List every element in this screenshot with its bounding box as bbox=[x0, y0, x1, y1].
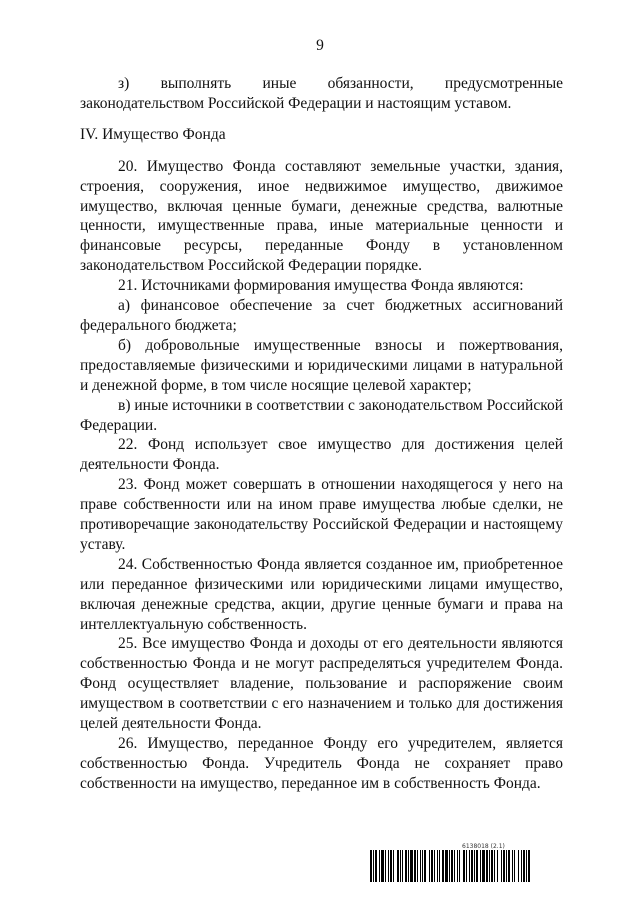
barcode bbox=[370, 850, 601, 882]
paragraph-23: 23. Фонд может совершать в отношении находящегося у него на праве собственности или на ином праве имущества любые сделки, не противоречащие законодательству Российской Федерации и настоящему уставу. bbox=[80, 476, 563, 553]
paragraph-24: 24. Собственностью Фонда является созданное им, приобретенное или переданное физическими или юридическими лицами имущество, включая денежные средства, акции, другие ценные бумаги и права на интеллектуальную собственность. bbox=[80, 555, 563, 633]
paragraph-26: 26. Имущество, переданное Фонду его учредителем, является собственностью Фонда. Учредитель Фонда не сохраняет право собственности на имущество, переданное им в собственность Фонда. bbox=[80, 735, 563, 792]
paragraph-21-b: б) добровольные имущественные взносы и пожертвования, предоставляемые физическими и юридическими лицами в натуральной и денежной форме, в том числе носящие целевой характер; bbox=[80, 336, 563, 394]
paragraph-20: 20. Имущество Фонда составляют земельные участки, здания, строения, сооружения, иное недвижимое имущество, движимое имущество, включая ценные бумаги, денежные средства, валютные ценности, имущественные права, иные материальные ценности и финансовые ресурсы, переданные Фонду в установленном законодательством Российской Федерации порядке. bbox=[80, 157, 563, 275]
document-body bbox=[80, 74, 563, 794]
page-number: 9 bbox=[316, 37, 324, 54]
footer-document-code: 6138018 (2.1) bbox=[462, 843, 505, 850]
paragraph-22: 22. Фонд использует свое имущество для достижения целей деятельности Фонда. bbox=[80, 436, 563, 474]
paragraph-21: 21. Источниками формирования имущества Фонда являются: bbox=[118, 277, 524, 295]
barcode-bar bbox=[528, 850, 530, 882]
paragraph-21-a: а) финансовое обеспечение за счет бюджетных ассигнований федерального бюджета; bbox=[80, 297, 563, 334]
section-heading: IV. Имущество Фонда bbox=[80, 125, 226, 143]
paragraph-21-v: в) иные источники в соответствии с законодательством Российской Федерации. bbox=[80, 396, 564, 434]
paragraph-item-z: з) выполнять иные обязанности, предусмотренные законодательством Российской Федерации и настоящим уставом. bbox=[80, 75, 563, 112]
paragraph-25: 25. Все имущество Фонда и доходы от его деятельности являются собственностью Фонда и не могут распределяться учредителем Фонда. Фонд осуществляет владение, пользование и распоряжение своим имуществом в соответствии с его назначением и только для достижения целей деятельности Фонда. bbox=[80, 635, 563, 733]
